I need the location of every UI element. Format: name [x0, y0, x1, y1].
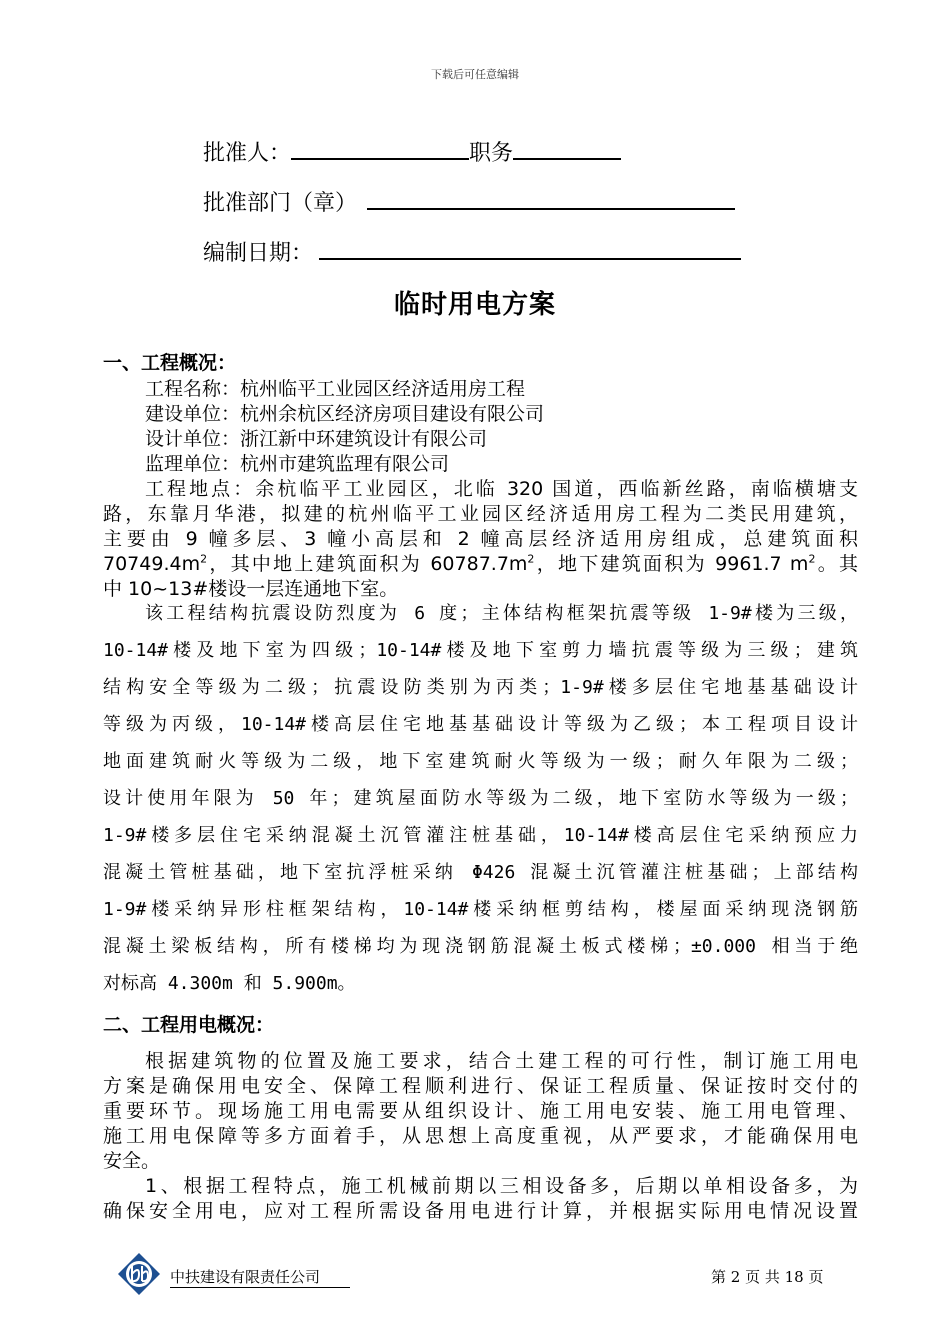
dept-row — [203, 186, 735, 219]
date-row — [203, 236, 741, 269]
structure-line-2: 10-14#楼及地下室为四级；10-14#楼及地下室剪力墙抗震等级为三级；建筑 — [103, 640, 858, 661]
sup-2: 2 — [808, 552, 816, 566]
total-area: 70749.4m — [103, 553, 201, 575]
location-line-4 — [103, 549, 858, 576]
footer-page-number: 第 2 页 共 18 页 — [711, 1268, 824, 1286]
approver-row — [203, 136, 621, 169]
structure-line-7: 1-9#楼多层住宅采纳混凝土沉管灌注桩基础，10-14#楼高层住宅采纳预应力 — [103, 825, 858, 846]
section1-heading: 一、工程概况： — [103, 352, 237, 374]
header-note: 下载后可任意编辑 — [431, 68, 519, 81]
structure-line-9: 1-9#楼采纳异形柱框架结构，10-14#楼采纳框剪结构，楼屋面采纳现浇钢筋 — [103, 899, 858, 920]
power-para1-line-4: 施工用电保障等多方面着手，从思想上高度重视，从严要求，才能确保用电 — [103, 1125, 858, 1147]
approver-blank — [291, 136, 469, 160]
structure-line-11: 对标高 4.300m 和 5.900m。 — [103, 973, 356, 994]
date-label: 编制日期： — [203, 241, 314, 266]
project-name: 工程名称：杭州临平工业园区经济适用房工程 — [145, 378, 526, 400]
date-blank — [319, 236, 741, 260]
position-blank — [513, 136, 621, 160]
builder: 建设单位：杭州余杭区经济房项目建设有限公司 — [145, 403, 545, 425]
sup-2: 2 — [200, 552, 208, 566]
structure-line-5: 地面建筑耐火等级为二级，地下室建筑耐火等级为一级；耐久年限为二级； — [103, 751, 858, 772]
dept-label: 批准部门（章） — [203, 191, 358, 216]
section2-heading: 二、工程用电概况： — [103, 1014, 275, 1036]
power-para1-line-1: 根据建筑物的位置及施工要求，结合土建工程的可行性，制订施工用电 — [145, 1050, 858, 1072]
structure-line-10: 混凝土梁板结构，所有楼梯均为现浇钢筋混凝土板式楼梯；±0.000 相当于绝 — [103, 936, 858, 957]
power-para1-line-5: 安全。 — [103, 1150, 161, 1172]
power-para2-line-1: 1、根据工程特点，施工机械前期以三相设备多，后期以单相设备多，为 — [145, 1175, 858, 1197]
sup-2: 2 — [527, 552, 535, 566]
dept-blank — [367, 186, 735, 210]
below-area: ，地下建筑面积为 9961.7 m — [534, 553, 809, 575]
location-line-3: 主要由 9 幢多层、3 幢小高层和 2 幢高层经济适用房组成，总建筑面积 — [103, 528, 858, 550]
location-line-5: 中 10~13#楼设一层连通地下室。 — [103, 578, 399, 600]
location-line-2: 路，东靠月华港，拟建的杭州临平工业园区经济适用房工程为二类民用建筑， — [103, 503, 858, 525]
position-label: 职务 — [469, 141, 514, 166]
above-area: ，其中地上建筑面积为 60787.7m — [207, 553, 528, 575]
structure-line-4: 等级为丙级，10-14#楼高层住宅地基基础设计等级为乙级；本工程项目设计 — [103, 714, 858, 735]
power-para1-line-3: 重要环节。现场施工用电需要从组织设计、施工用电安装、施工用电管理、 — [103, 1100, 858, 1122]
structure-line-6: 设计使用年限为 50 年；建筑屋面防水等级为二级，地下室防水等级为一级； — [103, 788, 858, 809]
designer: 设计单位：浙江新中环建筑设计有限公司 — [145, 428, 488, 450]
structure-line-3: 结构安全等级为二级；抗震设防类别为丙类；1-9#楼多层住宅地基基础设计 — [103, 677, 858, 698]
structure-line-8: 混凝土管桩基础，地下室抗浮桩采纳 Φ426 混凝土沉管灌注桩基础；上部结构 — [103, 862, 858, 883]
location-line-1: 工程地点：余杭临平工业园区，北临 320 国道，西临新丝路，南临横塘支 — [145, 478, 858, 500]
footer-company: 中扶建设有限责任公司 — [170, 1266, 350, 1288]
location-line-4-end: 。其 — [815, 553, 858, 575]
power-para2-line-2: 确保安全用电，应对工程所需设备用电进行计算，并根据实际用电情况设置 — [103, 1200, 858, 1222]
approver-label: 批准人： — [203, 141, 292, 166]
power-para1-line-2: 方案是确保用电安全、保障工程顺利进行、保证工程质量、保证按时交付的 — [103, 1075, 858, 1097]
document-title: 临时用电方案 — [393, 290, 556, 320]
company-logo-icon — [117, 1252, 161, 1296]
supervisor: 监理单位：杭州市建筑监理有限公司 — [145, 453, 450, 475]
structure-line-1: 该工程结构抗震设防烈度为 6 度；主体结构框架抗震等级 1-9#楼为三级， — [145, 603, 858, 624]
